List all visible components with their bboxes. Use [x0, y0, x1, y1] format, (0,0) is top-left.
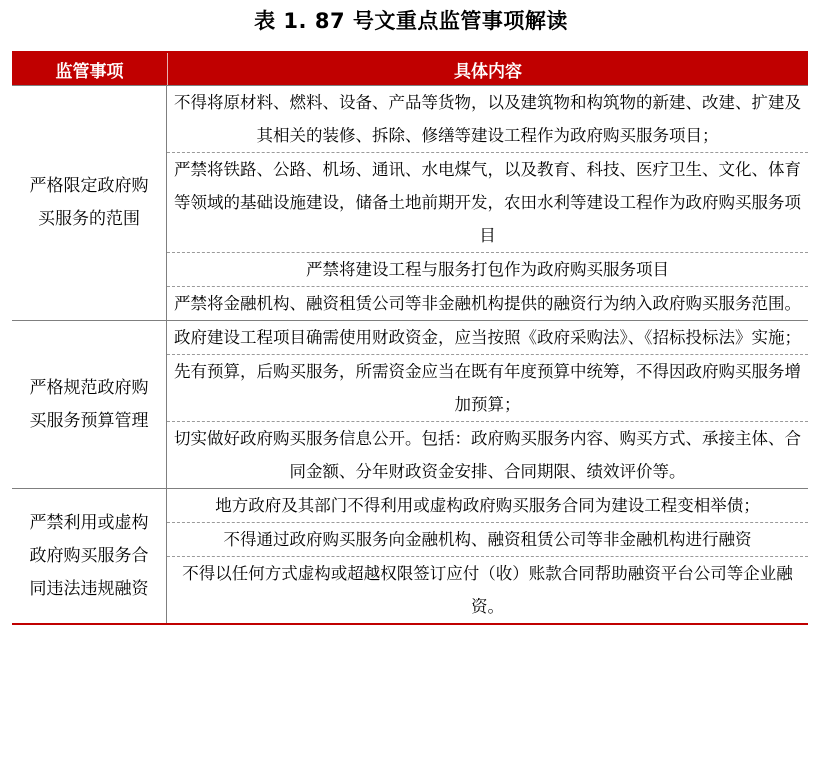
group-label: 严禁利用或虚构政府购买服务合同违法违规融资 — [12, 489, 167, 623]
table-group-financing — [12, 488, 808, 623]
content-item: 不得将原材料、燃料、设备、产品等货物，以及建筑物和构筑物的新建、改建、扩建及其相关的装修、拆除、修缮等建设工程作为政府购买服务项目； — [174, 93, 801, 145]
content-item: 先有预算，后购买服务，所需资金应当在既有年度预算中统筹，不得因政府购买服务增加预算； — [167, 354, 808, 421]
content-item: 不得通过政府购买服务向金融机构、融资租赁公司等非金融机构进行融资 — [167, 522, 808, 556]
content-item: 切实做好政府购买服务信息公开。包括：政府购买服务内容、购买方式、承接主体、合同金额、分年财政资金安排、合同期限、绩效评价等。 — [167, 421, 808, 488]
content-item: 地方政府及其部门不得利用或虚构政府购买服务合同为建设工程变相举债； — [215, 496, 760, 515]
table-group-budget — [12, 320, 808, 488]
group-label: 严格限定政府购买服务的范围 — [12, 86, 167, 320]
content-item: 严禁将建设工程与服务打包作为政府购买服务项目 — [167, 252, 808, 286]
content-item: 不得以任何方式虚构或超越权限签订应付（收）账款合同帮助融资平台公司等企业融资。 — [167, 556, 808, 623]
content-item: 严禁将铁路、公路、机场、通讯、水电煤气，以及教育、科技、医疗卫生、文化、体育等领域的基础设施建设，储备土地前期开发，农田水利等建设工程作为政府购买服务项目 — [167, 152, 808, 252]
table-header-row — [12, 53, 808, 85]
content-item: 严禁将金融机构、融资租赁公司等非金融机构提供的融资行为纳入政府购买服务范围。 — [167, 286, 808, 320]
content-item: 政府建设工程项目确需使用财政资金，应当按照《政府采购法》、《招标投标法》实施； — [174, 328, 801, 347]
table-group-scope — [12, 85, 808, 320]
group-label: 严格规范政府购买服务预算管理 — [12, 321, 167, 488]
header-specific-content: 具体内容 — [454, 61, 522, 82]
regulation-table — [12, 51, 808, 625]
header-regulatory-item: 监管事项 — [12, 53, 168, 85]
table-title: 表 1. 87 号文重点监管事项解读 — [254, 9, 568, 33]
